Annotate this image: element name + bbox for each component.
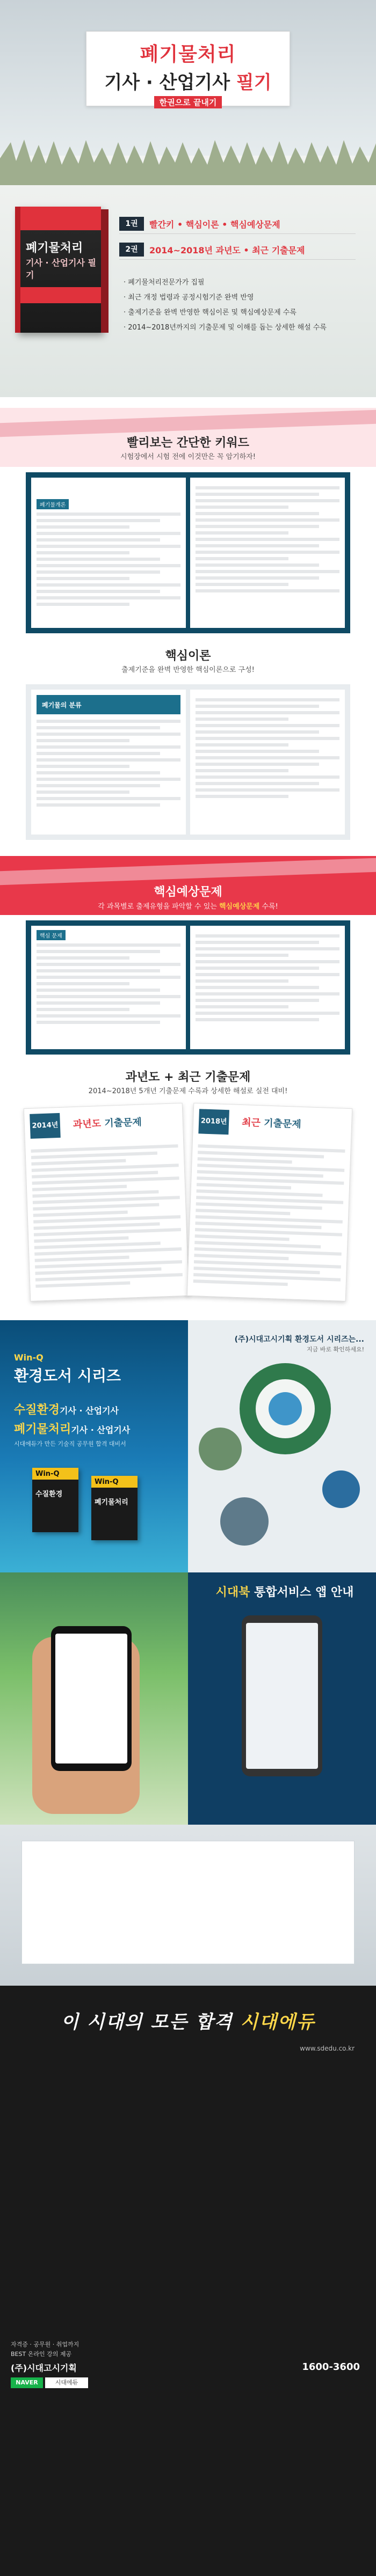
app-title-a: 시대북 xyxy=(215,1586,250,1599)
volume-divider-2 xyxy=(119,259,356,260)
feature-bullet: · 최근 개정 법령과 공정시험기준 완벽 반영 xyxy=(124,294,254,302)
winq-title: 환경도서 시리즈 xyxy=(14,1367,121,1385)
practice-page-right xyxy=(190,926,345,1049)
past-label-right-b: 기출문제 xyxy=(260,1117,302,1130)
phone-mockup-2 xyxy=(242,1615,322,1776)
app-title xyxy=(199,1583,371,1600)
decor-circle-small-2 xyxy=(322,1470,360,1508)
book-cover xyxy=(15,207,101,333)
hero-section xyxy=(0,0,376,397)
hero-title-line3: 한권으로 끝내기 xyxy=(154,96,222,108)
past-label-left-a: 과년도 xyxy=(73,1118,102,1131)
winq-ad-right xyxy=(188,1320,376,1572)
winq-book-2-title: 폐기물처리 xyxy=(95,1498,128,1506)
winq-book-1 xyxy=(32,1468,78,1532)
book-cover-subtitle: 기사 · 산업기사 필기 xyxy=(26,258,96,280)
keyword-section-title: 빨리보는 간단한 키워드 xyxy=(127,436,249,450)
grass-illustration xyxy=(0,137,376,185)
feature-bullet: · 출제기준을 완벽 반영한 핵심이론 및 핵심예상문제 수록 xyxy=(124,309,297,317)
footer-url[interactable]: www.sdedu.co.kr xyxy=(300,2045,355,2052)
practice-chapter-label: 핵심 문제 xyxy=(37,930,66,940)
winq-ad-left xyxy=(0,1320,188,1572)
practice-sample-spread xyxy=(26,920,350,1055)
theory-sample-spread xyxy=(26,684,350,840)
winq-book-2 xyxy=(91,1476,138,1540)
volume-text-2: 2014~2018년 과년도 • 최근 기출문제 xyxy=(149,245,305,255)
hero-title-line1: 폐기물처리 xyxy=(140,43,236,65)
past-exam-page-left xyxy=(24,1103,189,1301)
slogan-image-panel xyxy=(21,1841,355,1964)
past-year-tab-left: 2014년 xyxy=(30,1113,61,1139)
past-label-left-b: 기출문제 xyxy=(100,1116,142,1130)
chapter-header-bar xyxy=(37,695,180,714)
winq-book-1-label: Win-Q xyxy=(35,1470,60,1478)
past-exam-page-right xyxy=(187,1103,352,1301)
winq-item-1-b: 기사 · 산업기사 xyxy=(60,1406,119,1416)
sample-page-right xyxy=(190,478,345,628)
app-ad-right xyxy=(188,1572,376,1825)
app-ad-section xyxy=(0,1572,376,1825)
volume-text-1: 빨간키 • 핵심이론 • 핵심예상문제 xyxy=(149,219,280,230)
theory-page-right xyxy=(190,690,345,835)
keyword-sample-spread xyxy=(26,472,350,633)
book-cover-band xyxy=(20,287,101,303)
past-section-title: 과년도 + 최근 기출문제 xyxy=(125,1071,251,1084)
book-cover-stripe xyxy=(20,207,101,230)
volume-badge-2: 2권 xyxy=(119,243,144,257)
volume-row-2 xyxy=(119,240,361,260)
book-title-card xyxy=(86,31,290,106)
practice-subtitle-b: 핵심예상문제 xyxy=(219,903,260,911)
chapter-label: 폐기물의 분류 xyxy=(42,701,82,709)
theory-section-title: 핵심이론 xyxy=(165,649,211,663)
slogan-a: 이 시대의 모든 합격 xyxy=(61,2011,233,2033)
feature-bullet: · 폐기물처리전문가가 집필 xyxy=(124,279,205,287)
decor-circle-small-3 xyxy=(220,1497,269,1546)
brand-slogan xyxy=(0,2007,376,2033)
theory-section-subtitle: 출제기준을 완벽 반영한 핵심이론으로 구성! xyxy=(121,666,255,674)
winq-book-2-label: Win-Q xyxy=(95,1478,119,1486)
past-year-tab-right: 2018년 xyxy=(198,1109,229,1135)
winq-item-1-a: 수질환경 xyxy=(14,1403,60,1417)
past-label-right xyxy=(242,1115,301,1131)
winq-badge: Win-Q xyxy=(14,1352,44,1363)
keyword-section-subtitle: 시험장에서 시험 전에 이것만은 꼭 암기하자! xyxy=(120,453,256,461)
feature-bullets xyxy=(124,276,360,336)
sample-page-left xyxy=(31,478,186,628)
naver-search-box[interactable]: 시대에듀 xyxy=(45,2377,88,2388)
past-label-right-a: 최근 xyxy=(241,1117,261,1129)
naver-logo: NAVER xyxy=(11,2377,43,2388)
past-label-left xyxy=(73,1115,142,1131)
winq-item-2 xyxy=(14,1420,130,1437)
practice-subtitle-c: 수록! xyxy=(259,903,278,911)
app-ad-left xyxy=(0,1572,188,1825)
decor-circle-blue xyxy=(269,1392,302,1425)
winq-book-1-title: 수질환경 xyxy=(35,1490,63,1498)
footer-brand: (주)시대고시기획 xyxy=(11,2363,77,2373)
winq-right-subtitle: 지금 바로 확인하세요! xyxy=(306,1346,364,1353)
practice-section-subtitle xyxy=(0,901,376,911)
theory-page-left xyxy=(31,690,186,835)
winq-item-2-b: 기사 · 산업기사 xyxy=(71,1425,131,1435)
winq-item-1 xyxy=(14,1401,119,1417)
hero-title-line2 xyxy=(86,68,290,94)
volume-divider-1 xyxy=(119,233,356,234)
winq-item-2-a: 폐기물처리 xyxy=(14,1423,71,1436)
footer-phone[interactable]: 1600-3600 xyxy=(302,2361,360,2373)
book-cover-title: 폐기물처리 xyxy=(26,241,83,255)
slogan-b: 시대에듀 xyxy=(233,2011,315,2033)
book-spine xyxy=(101,209,109,333)
volume-badge-1: 1권 xyxy=(119,217,144,231)
past-section-subtitle: 2014~2018년 5개년 기출문제 수록과 상세한 해설로 실전 대비! xyxy=(88,1087,288,1095)
volume-row-1 xyxy=(119,215,361,234)
practice-page-left xyxy=(31,926,186,1049)
hero-title-exam: 필기 xyxy=(236,72,272,93)
winq-right-title: (주)시대고시기획 환경도서 시리즈는... xyxy=(234,1335,364,1344)
winq-note: 시대에듀가 만든 기술직 공무원 합격 대비서 xyxy=(14,1440,126,1447)
practice-subtitle-a: 각 과목별로 출제유형을 파악할 수 있는 xyxy=(98,903,219,911)
phone-screen-2 xyxy=(246,1623,318,1769)
footer-line-2: BEST 온라인 강의 제공 xyxy=(11,2351,72,2358)
app-title-b: 통합서비스 앱 안내 xyxy=(250,1586,354,1599)
phone-mockup xyxy=(51,1626,132,1771)
footer-line-1: 자격증 · 공무원 · 취업까지 xyxy=(11,2341,79,2348)
decor-circle-small-1 xyxy=(199,1428,242,1470)
sample-page-label: 폐기물개론 xyxy=(37,499,69,509)
hero-title-level: 기사 · 산업기사 xyxy=(104,72,230,93)
feature-bullet: · 2014~2018년까지의 기출문제 및 이해를 돕는 상세한 해설 수록 xyxy=(124,324,327,332)
practice-section-title: 핵심예상문제 xyxy=(154,885,222,899)
phone-screen xyxy=(55,1634,127,1763)
